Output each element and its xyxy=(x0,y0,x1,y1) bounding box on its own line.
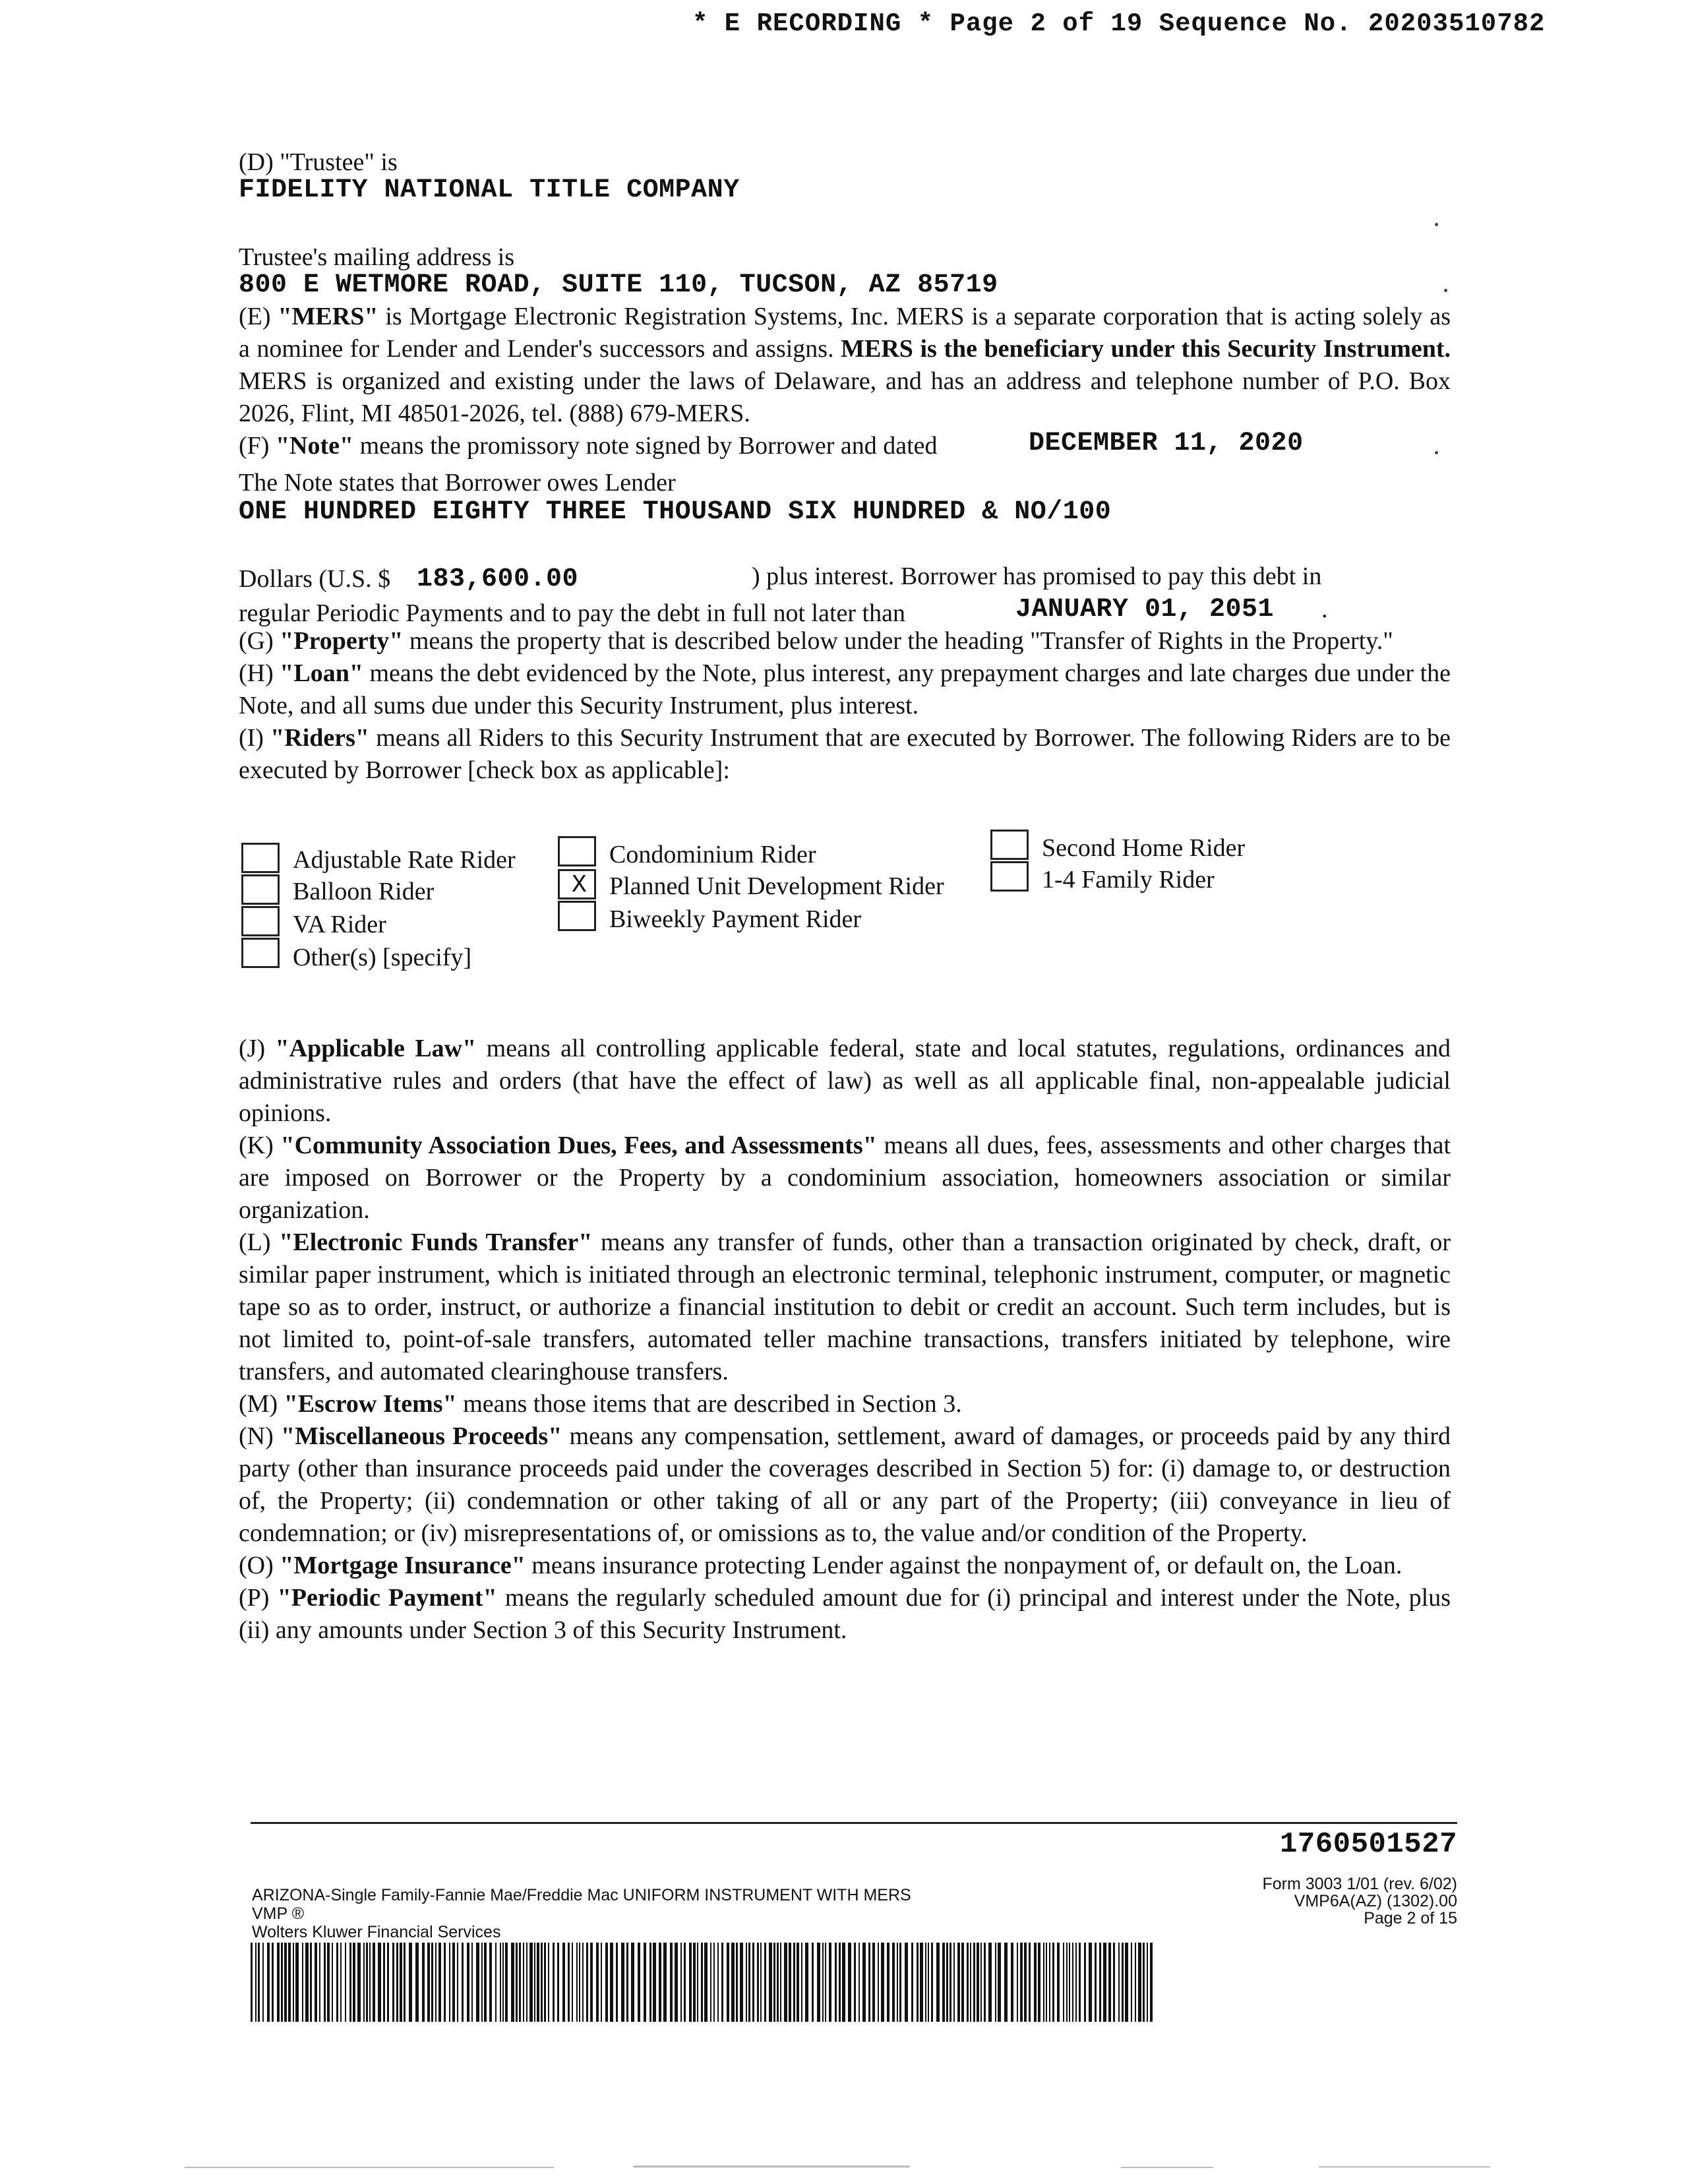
barcode xyxy=(251,1943,1154,2022)
note-maturity-date: JANUARY 01, 2051 xyxy=(1015,595,1275,624)
rider-label: 1-4 Family Rider xyxy=(1042,866,1215,894)
trustee-name: FIDELITY NATIONAL TITLE COMPANY xyxy=(239,175,740,205)
loan-number: 1760501527 xyxy=(1279,1828,1457,1861)
vmp-code: VMP6A(AZ) (1302).00 xyxy=(1294,1892,1457,1910)
checkbox-condominium-rider[interactable] xyxy=(558,836,596,866)
definition-note: (F) "Note" means the promissory note signed by Borrower and dated xyxy=(239,432,938,460)
definition-riders: (I) "Riders" means all Riders to this Security Instrument that are executed by Borrower. The following Riders are to be executed by Borrower [check box as applicable]: xyxy=(239,724,1451,784)
definition-property: (G) "Property" means the property that is described below under the heading "Transfer of Rights in the Property." xyxy=(239,627,1393,655)
checkbox-balloon-rider[interactable] xyxy=(241,874,280,905)
check-mark: X xyxy=(572,871,587,899)
checkbox-other-rider[interactable] xyxy=(241,938,280,968)
definition-periodic-payment: (P) "Periodic Payment" means the regularly scheduled amount due for (i) principal and interest under the Note, plus (ii) any amounts under Section 3 of this Security Instrument. xyxy=(239,1584,1451,1644)
form-description: ARIZONA-Single Family-Fannie Mae/Freddie Mac UNIFORM INSTRUMENT WITH MERS VMP ® Wolters Kluwer Financial Services xyxy=(252,1886,911,1941)
rider-label: Biweekly Payment Rider xyxy=(609,905,862,933)
checkbox-1-4-family-rider[interactable] xyxy=(990,861,1029,892)
trustee-mailing-label: Trustee's mailing address is xyxy=(239,243,515,271)
checkbox-planned-unit-development-rider[interactable] xyxy=(558,869,596,899)
sentence-period: . xyxy=(1321,595,1328,623)
rider-label: Adjustable Rate Rider xyxy=(293,846,516,874)
definitions-group-2 xyxy=(239,1033,1451,1647)
definition-loan: (H) "Loan" means the debt evidenced by the Note, plus interest, any prepayment charges and late charges due under the Note, and all sums due under this Security Instrument, plus interest. xyxy=(239,659,1451,719)
mers-beneficiary-statement: MERS is the beneficiary under this Security Instrument. xyxy=(841,335,1451,363)
rider-label: VA Rider xyxy=(293,911,386,938)
checkbox-va-rider[interactable] xyxy=(241,906,280,936)
definition-miscellaneous-proceeds: (N) "Miscellaneous Proceeds" means any compensation, settlement, award of damages, or proceeds paid by any third party (other than insurance proceeds paid under the coverages described in Section 5) for: (i) damage to, or destruction of, the Property; (ii) condemnation or other taking of all or any part of the Property; (iii) conveyance in lieu of condemnation; or (iv) misrepresentations of, or omissions as to, the value and/or condition of the Property. xyxy=(239,1422,1451,1547)
definition-electronic-funds-transfer: (L) "Electronic Funds Transfer" means any transfer of funds, other than a transaction originated by check, draft, or similar paper instrument, which is initiated through an electronic terminal, telephonic instrument, computer, or magnetic tape so as to order, instruct, or authorize a financial institution to debit or credit an account. Such term includes, but is not limited to, point-of-sale transfers, automated teller machine transactions, transfers initiated by telephone, wire transfers, and automated clearinghouse transfers. xyxy=(239,1228,1451,1385)
rider-label: Second Home Rider xyxy=(1042,834,1246,862)
riders-checklist xyxy=(0,0,1688,989)
scan-edge-noise xyxy=(0,2156,1688,2176)
definition-applicable-law: (J) "Applicable Law" means all controlling applicable federal, state and local statutes, regulations, ordinances and administrative rules and orders (that have the effect of law) as well as all applicable final, non-appealable judicial opinions. xyxy=(239,1035,1451,1127)
rider-label: Condominium Rider xyxy=(609,841,816,868)
checkbox-second-home-rider[interactable] xyxy=(990,830,1029,860)
rider-label: Balloon Rider xyxy=(293,878,435,905)
note-periodic-text: regular Periodic Payments and to pay the debt in full not later than xyxy=(239,599,905,627)
note-dollars-prefix: Dollars (U.S. $ xyxy=(239,565,391,593)
rider-label: Planned Unit Development Rider xyxy=(609,872,944,900)
trustee-mailing-address: 800 E WETMORE ROAD, SUITE 110, TUCSON, AZ 85719 xyxy=(239,270,998,300)
checkbox-adjustable-rate-rider[interactable] xyxy=(241,843,280,873)
page-number: Page 2 of 15 xyxy=(1364,1909,1457,1927)
trustee-term: "Trustee" is xyxy=(280,148,398,176)
definition-community-association-dues: (K) "Community Association Dues, Fees, and Assessments" means all dues, fees, assessments and other charges that are imposed on Borrower or the Property by a condominium association, homeowners association or similar organization. xyxy=(239,1132,1451,1224)
term-note: "Note" xyxy=(275,432,354,460)
definition-mortgage-insurance: (O) "Mortgage Insurance" means insurance protecting Lender against the nonpayment of, or default on, the Loan. xyxy=(239,1552,1402,1579)
definition-escrow-items: (M) "Escrow Items" means those items that are described in Section 3. xyxy=(239,1390,962,1418)
trustee-prefix: (D) xyxy=(239,148,274,176)
note-date: DECEMBER 11, 2020 xyxy=(1029,429,1304,458)
definition-mers: (E) "MERS" is Mortgage Electronic Registration Systems, Inc. MERS is a separate corporation that is acting solely as a nominee for Lender and Lender's successors and assigns. MERS is the beneficiary under this Security Instrument. MERS is organized and existing under the laws of Delaware, and has an address and telephone number of P.O. Box 2026, Flint, MI 48501-2026, tel. (888) 679-MERS. xyxy=(239,303,1451,427)
footer-rule xyxy=(251,1822,1457,1824)
rider-label: Other(s) [specify] xyxy=(293,944,472,971)
note-amount: 183,600.00 xyxy=(417,564,579,594)
recording-header: * E RECORDING * Page 2 of 19 Sequence No. 20203510782 xyxy=(692,9,1546,38)
form-codes xyxy=(1262,1875,1457,1927)
note-dollars-suffix: ) plus interest. Borrower has promised to pay this debt in xyxy=(752,562,1322,590)
checkbox-biweekly-payment-rider[interactable] xyxy=(558,901,596,931)
form-code: Form 3003 1/01 (rev. 6/02) xyxy=(1262,1875,1457,1893)
term-mers: "MERS" xyxy=(278,303,378,330)
note-owes-text: The Note states that Borrower owes Lender xyxy=(239,469,676,497)
note-amount-words: ONE HUNDRED EIGHTY THREE THOUSAND SIX HUNDRED & NO/100 xyxy=(239,497,1112,527)
